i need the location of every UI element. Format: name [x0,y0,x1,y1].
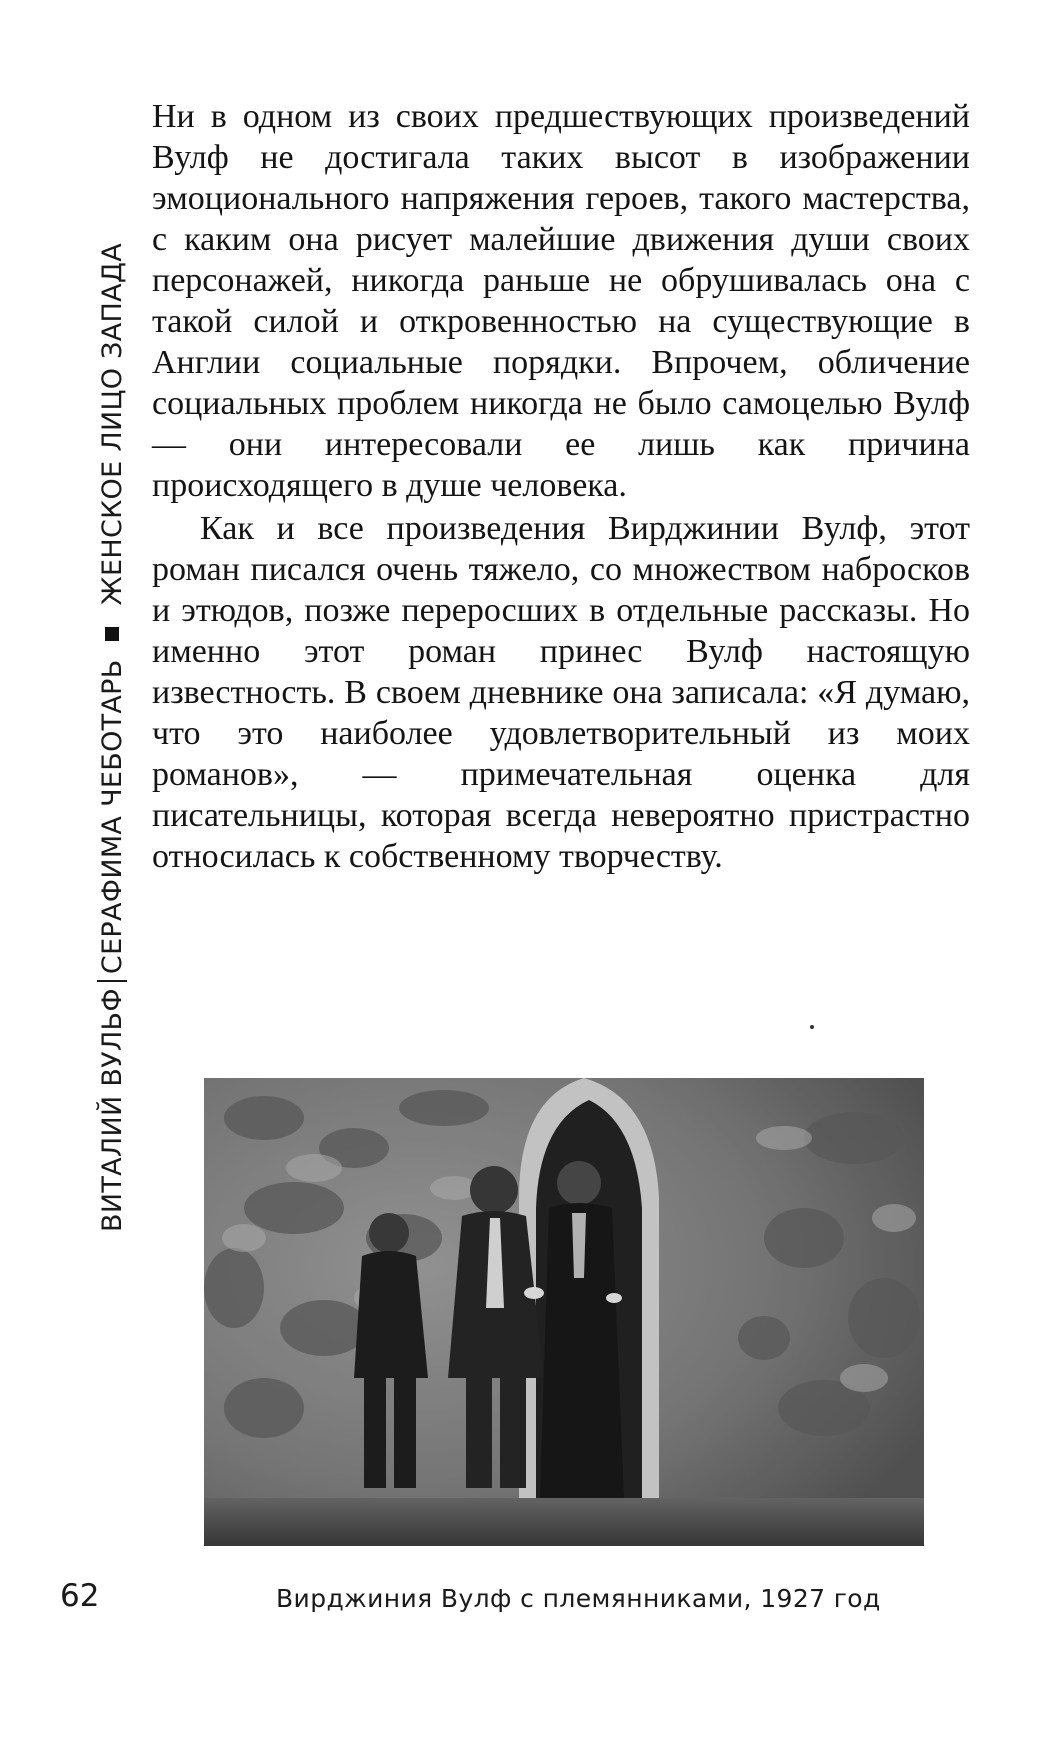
paragraph-1: Ни в одном из своих предшествующих произведений Вулф не достигала таких высот в изображении эмоционального напряжения героев, такого мастерства, с каким она рисует малейшие движения души своих персонажей, никогда раньше не обрушивалась она с такой силой и откровенностью на существующие в Англии социальные порядки. Впрочем, обличение социальных проблем никогда не было самоцелью Вулф — они интересовали ее лишь как причина происходящего в душе человека. [152,98,970,504]
running-head-coauthor: СЕРАФИМА ЧЕБОТАРЬ [96,659,128,975]
running-head-square-bullet [105,627,119,641]
scan-speck [810,1025,814,1029]
photo-caption: Вирджиния Вулф с племянниками, 1927 год [276,1584,881,1613]
running-head-separator [97,980,127,982]
body-text [152,96,970,879]
page-number: 62 [60,1578,100,1614]
photograph [204,1078,924,1546]
running-head [90,192,134,1232]
paragraph-2: Как и все произведения Вирджинии Вулф, этот роман писался очень тяжело, со множеством набросков и этюдов, позже переросших в отдельные рассказы. Но именно этот роман принес Вулф настоящую известность. В своем дневнике она записала: «Я думаю, что это наиболее удовлетворительный из моих романов», — примечательная оценка для писательницы, которая всегда невероятно пристрастно относилась к собственному творчеству. [152,510,970,875]
running-head-book-title: ЖЕНСКОЕ ЛИЦО ЗАПАДА [96,242,128,606]
running-head-authors: ВИТАЛИЙ ВУЛЬФ [96,988,128,1232]
